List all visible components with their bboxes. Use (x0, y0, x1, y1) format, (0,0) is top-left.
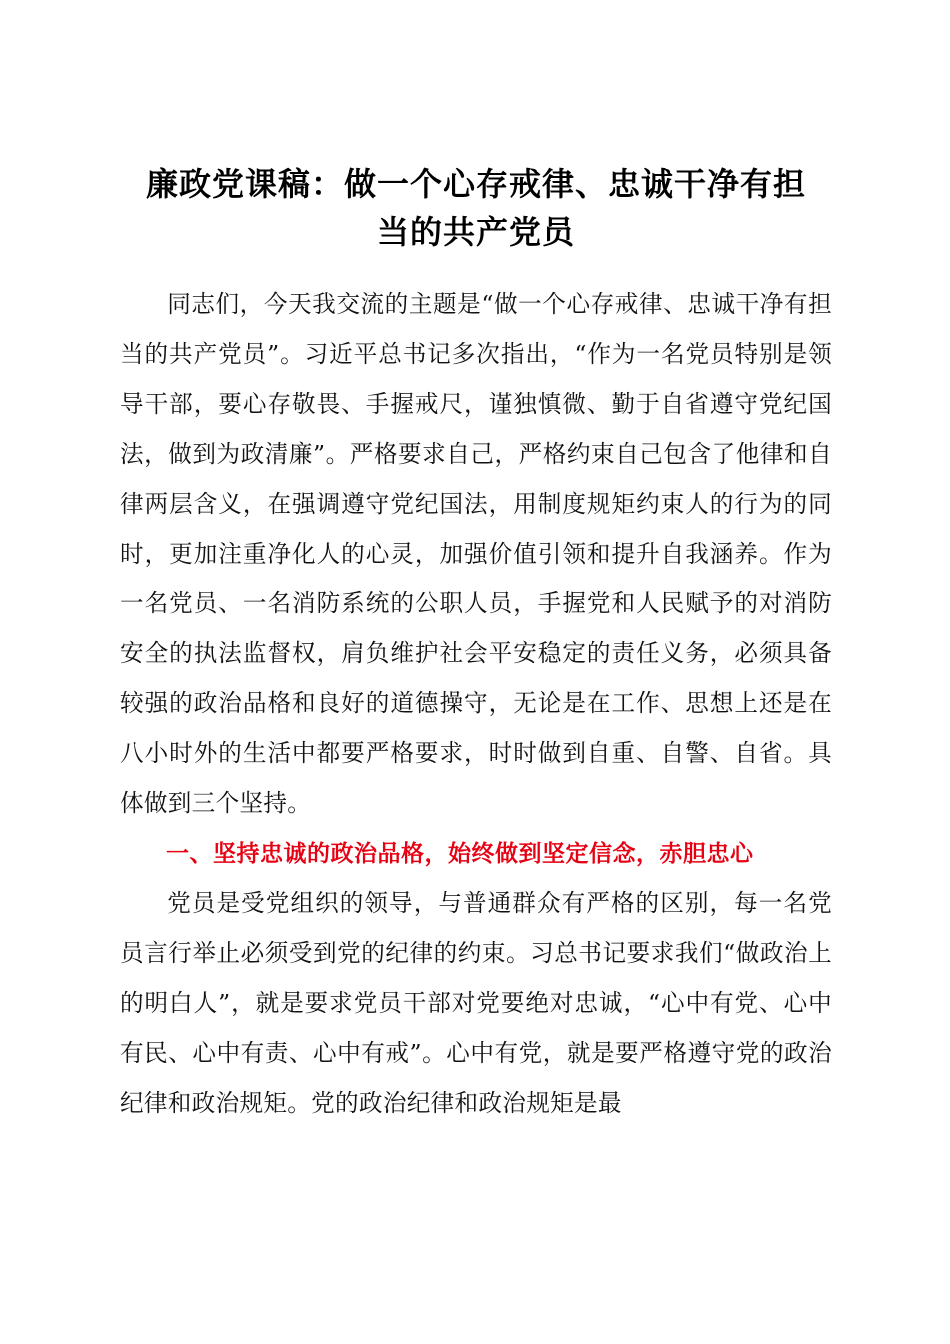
section-heading-1: 一、坚持忠诚的政治品格，始终做到坚定信念，赤胆忠心 (166, 840, 754, 867)
title-line-1: 廉政党课稿：做一个心存戒律、忠诚干净有担 (145, 165, 806, 203)
document-body (120, 280, 832, 1129)
document-title (120, 160, 832, 256)
intro-paragraph: 同志们，今天我交流的主题是“做一个心存戒律、忠诚干净有担当的共产党员”。习近平总书记多次指出，“作为一名党员特别是领导干部，要心存敬畏、手握戒尺，谨独慎微、勤于自省遵守党纪国法，做到为政清廉”。严格要求自己，严格约束自己包含了他律和自律两层含义，在强调遵守党纪国法，用制度规矩约束人的行为的同时，更加注重净化人的心灵，加强价值引领和提升自我涵养。作为一名党员、一名消防系统的公职人员，手握党和人民赋予的对消防安全的执法监督权，肩负维护社会平安稳定的责任义务，必须具备较强的政治品格和良好的道德操守，无论是在工作、思想上还是在八小时外的生活中都要严格要求，时时做到自重、自警、自省。具体做到三个坚持。 (120, 290, 832, 818)
title-line-2: 当的共产党员 (376, 213, 575, 251)
document-page (120, 160, 832, 1129)
section-paragraph-1: 党员是受党组织的领导，与普通群众有严格的区别，每一名党员言行举止必须受到党的纪律的约束。习总书记要求我们“做政治上的明白人”，就是要求党员干部对党要绝对忠诚，“心中有党、心中有民、心中有责、心中有戒”。心中有党，就是要严格遵守党的政治纪律和政治规矩。党的政治纪律和政治规矩是最 (120, 888, 832, 1117)
